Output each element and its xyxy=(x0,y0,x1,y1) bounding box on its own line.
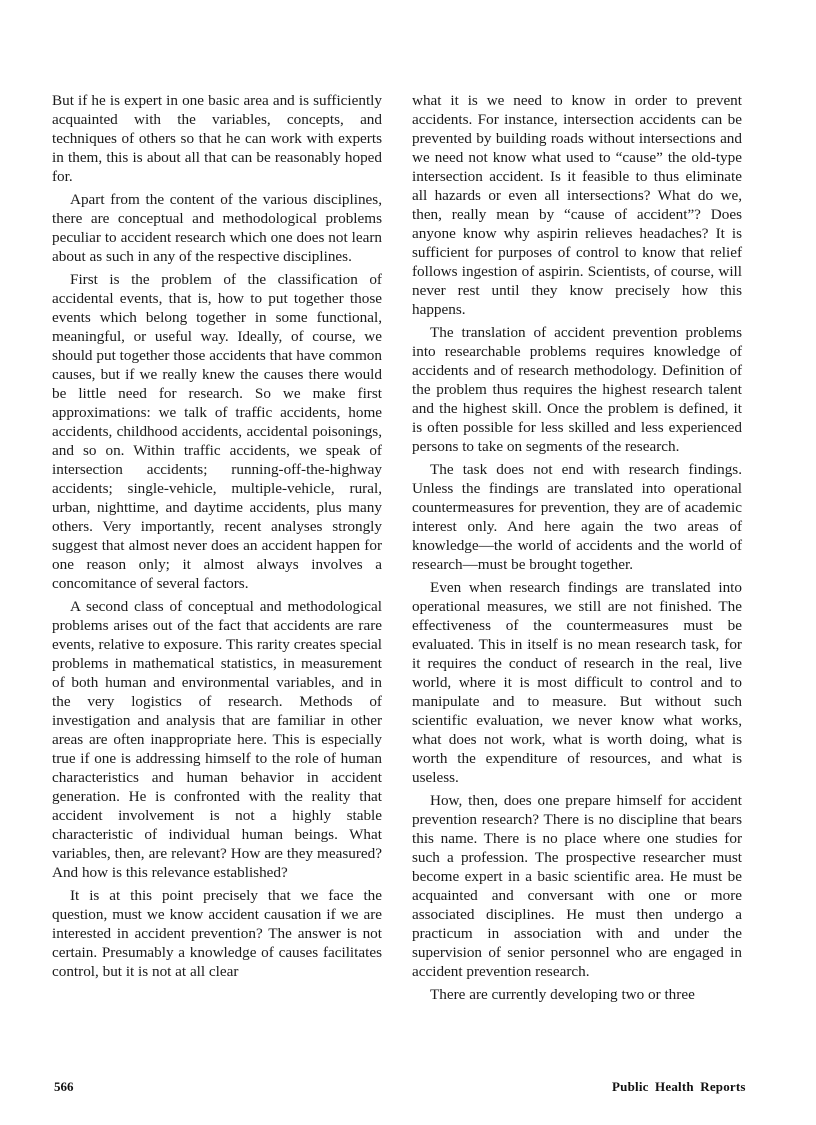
paragraph: A second class of conceptual and methodological problems arises out of the fact that accidents are rare events, relative to exposure. This rarity creates special problems in mathematical statistics, in measurement of both human and environmental variables, and in the very logistics of research. Methods of investigation and analysis that are familiar in other areas are often inappropriate here. This is especially true if one is addressing himself to the role of human characteristics and human behavior in accident generation. He is confronted with the reality that accident involvement is not a highly stable characteristic of individual human beings. What variables, then, are relevant? How are they measured? And how is this relevance established? xyxy=(52,598,382,881)
paragraph: what it is we need to know in order to prevent accidents. For instance, intersection accidents can be prevented by building roads without intersections and we need not know what used to “cause” the old-type intersection accident. Is it feasible to thus eliminate all hazards or even all intersections? What do we, then, really mean by “cause of accident”? Does anyone know why aspirin relieves headaches? It is sufficient for purposes of control to know that relief follows ingestion of aspirin. Scientists, of course, will never rest until they know precisely how this happens. xyxy=(412,92,742,318)
journal-title: Public Health Reports xyxy=(612,1079,746,1094)
paragraph: The task does not end with research findings. Unless the findings are translated into operational countermeasures for prevention, they are of academic interest only. And here again the two areas of knowledge—the world of accidents and the world of research—must be brought together. xyxy=(412,461,742,573)
paragraph: But if he is expert in one basic area and is sufficiently acquainted with the variables, concepts, and techniques of others so that he can work with experts in them, this is about all that can be reasonably hoped for. xyxy=(52,92,382,185)
right-column xyxy=(412,91,742,1008)
paragraph: There are currently developing two or three xyxy=(430,986,695,1003)
page-number: 566 xyxy=(54,1079,74,1094)
left-column xyxy=(52,91,382,985)
paragraph: How, then, does one prepare himself for accident prevention research? There is no discipline that bears this name. There is no place where one studies for such a profession. The prospective researcher must become expert in a basic scientific area. He must be acquainted and conversant with one or more associated disciplines. He must then undergo a practicum in association with and under the supervision of senior personnel who are engaged in accident prevention research. xyxy=(412,792,742,980)
paragraph: First is the problem of the classification of accidental events, that is, how to put together those events which belong together in some functional, meaningful, or useful way. Ideally, of course, we should put together those accidents that have common causes, but if we really knew the causes there would be little need for research. So we make first approximations: we talk of traffic accidents, home accidents, childhood accidents, accidental poisonings, and so on. Within traffic accidents, we speak of intersection accidents; running-off-the-highway accidents; single-vehicle, multiple-vehicle, rural, urban, nighttime, and daytime accidents, plus many others. Very importantly, recent analyses strongly suggest that almost never does an accident happen for one reason only; it almost always involves a concomitance of several factors. xyxy=(52,271,382,592)
paragraph: Apart from the content of the various disciplines, there are conceptual and methodological problems peculiar to accident research which one does not learn about as such in any of the respective disciplines. xyxy=(52,191,382,265)
paragraph: Even when research findings are translated into operational measures, we still are not finished. The effectiveness of the countermeasures must be evaluated. This in itself is no mean research task, for it requires the conduct of research in the real, live world, where it is most difficult to control and to manipulate and to measure. But without such scientific evaluation, we never know what works, what does not work, what is worth doing, what is worth the expenditure of resources, and what is useless. xyxy=(412,579,742,786)
paragraph: It is at this point precisely that we face the question, must we know accident causation if we are interested in accident prevention? The answer is not certain. Presumably a knowledge of causes facilitates control, but it is not at all clear xyxy=(52,887,382,980)
paragraph: The translation of accident prevention problems into researchable problems requires knowledge of accidents and of research methodology. Definition of the problem thus requires the highest research talent and the highest skill. Once the problem is defined, it is often possible for less skilled and less experienced persons to take on segments of the research. xyxy=(412,324,742,455)
